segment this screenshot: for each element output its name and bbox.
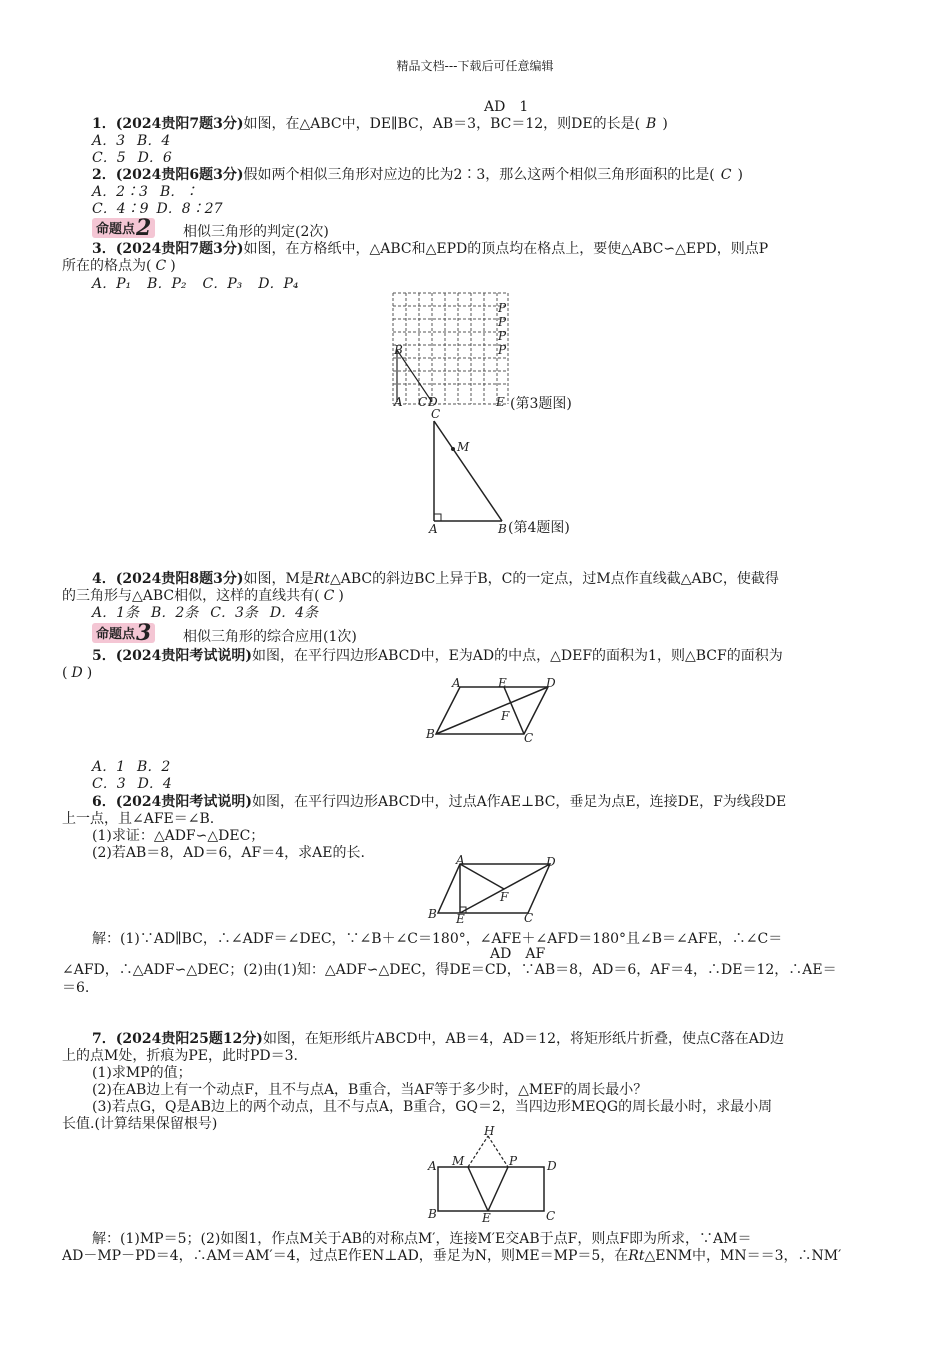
option-b: B．∶ [159,184,199,200]
question-6-line2: 上一点，且∠AFE＝∠B. [62,811,215,827]
figure-3-caption: (第3题图) [510,396,572,412]
option-a: A．3 [92,133,126,149]
question-text: 如图，在平行四边形ABCD中，E为AD的中点，△DEF的面积为1，则△BCF的面积为 [251,648,783,664]
point-m [451,447,455,451]
question-source: (2024贵阳考试说明) [115,648,252,664]
q6-solution-line3: ＝6. [62,980,90,996]
label-h: H [484,1124,495,1138]
question-source: (2024贵阳6题3分) [115,167,244,183]
label-b: B [426,727,435,741]
question-text: 如图，在方格纸中，△ABC和△EPD的顶点均在格点上，要使△ABC∽△EPD，则点P [243,241,769,257]
q6-solution-fraction: AD AF [490,946,546,962]
label-p1: P [498,301,507,315]
label-a: A [429,522,438,535]
label-c: C [524,731,534,745]
q7-solution-line1: 解：(1)MP＝5；(2)如图1，作点M关于AB的对称点M′，连接M′E交AB于点F，则点F即为所求，∵AM＝ [92,1231,752,1247]
option-c: C．3 [92,776,126,792]
question-number: 6． [92,794,116,810]
option-b: B．4 [137,133,171,149]
section-number: 3 [136,620,152,646]
question-text: 假如两个相似三角形对应边的比为2∶3，那么这两个相似三角形面积的比是( [243,167,715,183]
question-5 [92,648,783,664]
question-number: 3． [92,241,116,257]
option-c: C．5 [92,150,126,166]
label-f: F [500,890,509,904]
q7-solution-line2: AD－MP－PD＝4，∴AM＝AM′＝4，过点E作EN⊥AD，垂足为N，则ME＝MP＝5，在Rt△ENM中，MN＝＝3，∴NM′ [62,1248,842,1264]
option-c: C．3条 [210,605,258,621]
label-a: A [394,395,403,409]
option-c: C．4∶9 [92,201,149,217]
option-b: B．P₂ [147,276,187,292]
label-m: M [452,1154,465,1168]
label-e: E [498,676,507,690]
label-d: D [547,1159,557,1173]
question-number: 5． [92,648,116,664]
label-p: P [509,1154,518,1168]
q2-options-row2 [92,201,222,217]
section-badge: 命题点3 [92,623,155,643]
question-7-part3-cont: 长值.(计算结果保留根号) [62,1116,218,1132]
q5-options-row1 [92,759,170,775]
label-f: F [501,709,510,723]
question-number: 4． [92,571,116,587]
q6-solution-line1: 解：(1)∵AD∥BC，∴∠ADF＝∠DEC，∵∠B＋∠C＝180°，∠AFE＋∠AFD＝180°且∠B＝∠AFE，∴∠C＝ [92,931,783,947]
option-c: C．P₃ [202,276,243,292]
label-p2: P [498,315,507,329]
figure-4-caption: (第4题图) [508,520,570,536]
label-a: A [452,676,461,690]
question-text: 如图，在矩形纸片ABCD中，AB＝4，AD＝12，将矩形纸片折叠，使点C落在AD边 [262,1031,785,1047]
question-source: (2024贵阳7题3分) [115,116,244,132]
label-e: E [496,395,505,409]
label-c: C [524,911,534,925]
q5-options-row2 [92,776,172,792]
question-6-part2: (2)若AB＝8，AD＝6，AF＝4，求AE的长. [92,845,365,861]
section-title: 相似三角形的综合应用(1次) [183,629,357,645]
label-b: B [428,1207,437,1221]
page-header: 精品文档---下载后可任意编辑 [396,59,554,73]
label-e: E [456,912,465,925]
label-p4: P [498,343,507,357]
label-d: D [546,676,556,690]
label-a: A [456,855,465,867]
section-number: 2 [136,215,152,241]
question-number: 1． [92,116,116,132]
grid-lines [393,293,508,404]
question-5-line2: ( D ) [62,665,93,681]
question-4-line2: 的三角形与△ABC相似，这样的直线共有( C ) [62,588,344,604]
question-number: 2． [92,167,116,183]
label-m: M [457,440,470,454]
question-3-line2: 所在的格点为( C ) [62,258,176,274]
label-c: C [431,407,441,421]
question-1: 1．(2024贵阳7题3分)如图，在△ABC中，DE∥BC，AB＝3，BC＝12，则DE的长是( B ) [92,116,668,132]
label-c: C [418,395,428,409]
question-text: 如图，在平行四边形ABCD中，过点A作AE⊥BC，垂足为点E，连接DE，F为线段DE [251,794,787,810]
q1-options-row2 [92,150,172,166]
option-a: A．P₁ [92,276,132,292]
question-7-part1: (1)求MP的值； [92,1065,192,1081]
option-d: D．8∶27 [156,201,223,217]
option-d: D．4 [137,776,172,792]
option-b: B．2条 [151,605,199,621]
label-b: B [394,343,403,357]
label-d: D [428,395,438,409]
figure-3-grid [388,290,518,410]
answer: C [155,258,167,274]
option-d: D．P₄ [258,276,299,292]
figure-6-parallelogram [420,855,570,925]
question-6 [92,794,786,810]
question-7-part3: (3)若点G，Q是AB边上的两个动点，且不与点A，B重合，GQ＝2，当四边形MEQG的周长最小时，求最小周 [92,1099,773,1115]
label-a: A [428,1159,437,1173]
option-b: B．2 [137,759,171,775]
figure-5-parallelogram [420,676,570,746]
answer: D [71,665,83,681]
label-b: B [428,907,437,921]
q4-options [92,605,318,621]
label-d: D [546,855,556,869]
q6-solution-line2: ∠AFD，∴△ADF∽△DEC；(2)由(1)知：△ADF∽△DEC，得DE＝CD，∵AB＝8，AD＝6，AF＝4，∴DE＝12，∴AE＝ [62,962,837,978]
label-c: C [546,1209,556,1223]
label-b: B [498,522,507,535]
option-a: A．1 [92,759,126,775]
question-6-part1: (1)求证：△ADF∽△DEC； [92,828,265,844]
stray-fraction-text: AD 1 [484,99,529,115]
answer: C [720,167,732,183]
option-d: D．6 [137,150,172,166]
option-d: D．4条 [269,605,318,621]
figure-7-rectangle-fold [420,1124,570,1224]
question-7-line2: 上的点M处，折痕为PE，此时PD＝3. [62,1048,298,1064]
label-e: E [482,1211,491,1224]
question-source: (2024贵阳7题3分) [115,241,244,257]
answer: C [323,588,335,604]
question-3 [92,241,768,257]
label-p3: P [498,329,507,343]
question-source: (2024贵阳8题3分) [115,571,244,587]
answer: B [646,116,657,132]
q3-options [92,276,299,292]
section-title: 相似三角形的判定(2次) [183,224,329,240]
question-text: 如图，在△ABC中，DE∥BC，AB＝3，BC＝12，则DE的长是( [243,116,641,132]
option-a: A．2∶3 [92,184,148,200]
question-number: 7． [92,1031,116,1047]
q2-options-row1 [92,184,198,200]
question-7-part2: (2)在AB边上有一个动点F，且不与点A，B重合，当AF等于多少时，△MEF的周长最小？ [92,1082,648,1098]
question-source: (2024贵阳25题12分) [115,1031,263,1047]
q1-options-row1 [92,133,170,149]
question-2: 2．(2024贵阳6题3分)假如两个相似三角形对应边的比为2∶3，那么这两个相似三角形面积的比是( C ) [92,167,743,183]
question-4: 4．(2024贵阳8题3分)如图，M是Rt△ABC的斜边BC上异于B，C的一定点，过M点作直线截△ABC，使截得 [92,571,779,587]
question-source: (2024贵阳考试说明) [115,794,252,810]
figure-4-triangle [420,405,520,535]
question-7 [92,1031,784,1047]
option-a: A．1条 [92,605,140,621]
section-badge: 命题点2 [92,218,155,238]
